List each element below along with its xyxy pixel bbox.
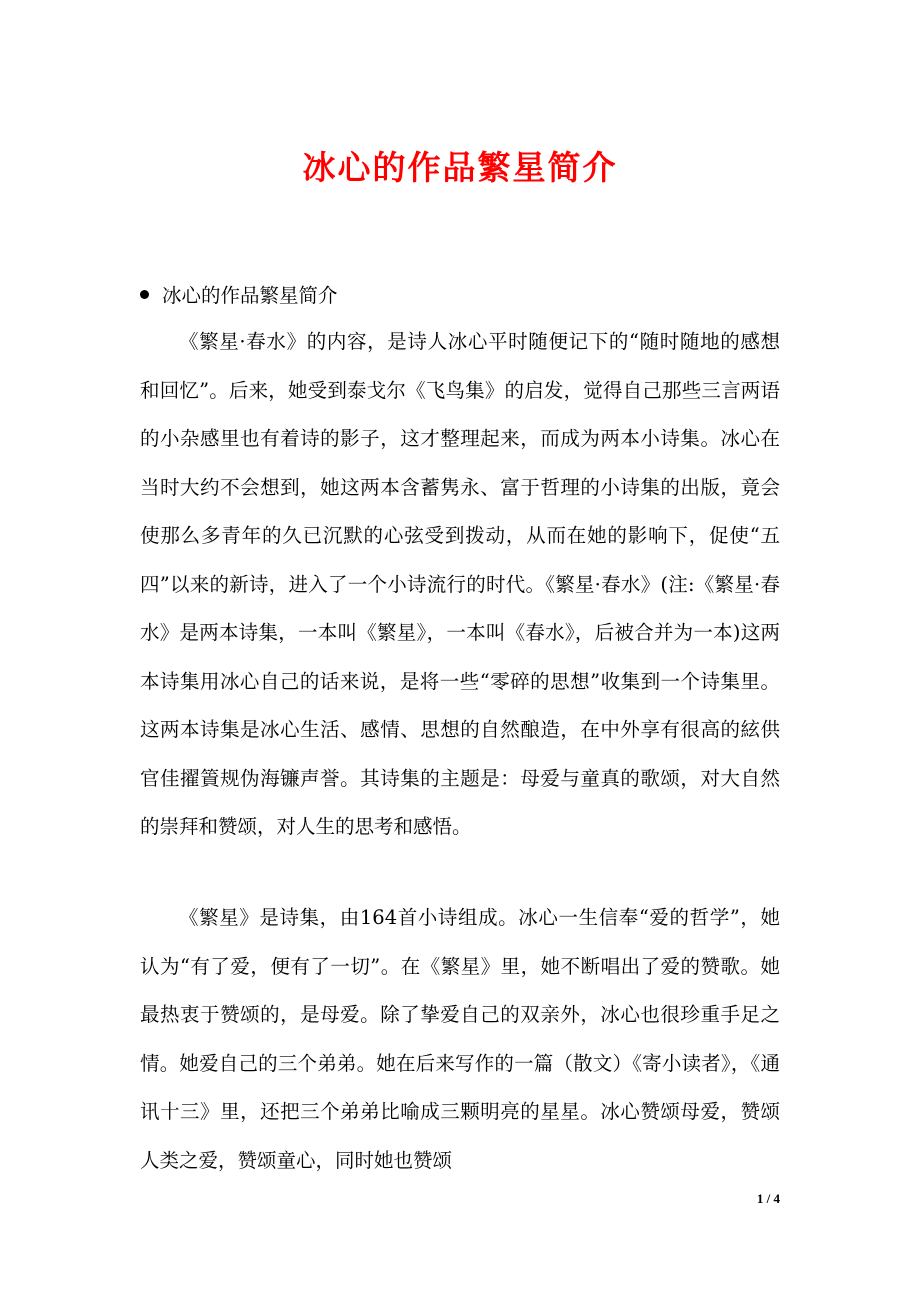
document-title: 冰心的作品繁星简介 [302, 148, 618, 187]
section-heading-text: 冰心的作品繁星简介 [162, 284, 338, 307]
paragraph-2: 《繁星》是诗集，由164首小诗组成。冰心一生信奉“爱的哲学”，她认为“有了爱，便有了一切”。在《繁星》里，她不断唱出了爱的赞歌。她最热衷于赞颂的，是母爱。除了挚爱自己的双亲外，冰心也很珍重手足之情。她爱自己的三个弟弟。她在后来写作的一篇（散文）《寄小读者》，《通讯十三》里，还把三个弟弟比喻成三颗明亮的星星。冰心赞颂母爱，赞颂人类之爱，赞颂童心，同时她也赞颂 [140, 906, 780, 1172]
page-number: 1 / 4 [756, 1191, 780, 1206]
paragraph-1: 《繁星·春水》的内容，是诗人冰心平时随便记下的“随时随地的感想和回忆”。后来，她受到泰戈尔《飞鸟集》的启发，觉得自己那些三言两语的小杂感里也有着诗的影子，这才整理起来，而成为两本小诗集。冰心在当时大约不会想到，她这两本含蓄隽永、富于哲理的小诗集的出版，竟会使那么多青年的久已沉默的心弦受到拨动，从而在她的影响下，促使“五四”以来的新诗，进入了一个小诗流行的时代。《繁星·春水》(注:《繁星·春水》是两本诗集，一本叫《繁星》，一本叫《春水》，后被合并为一本)这两本诗集用冰心自己的话来说，是将一些“零碎的思想”收集到一个诗集里。这两本诗集是冰心生活、感情、思想的自然酿造，在中外享有很高的絃供官佳擢篢规伪海镰声誉。其诗集的主题是：母爱与童真的歌颂，对大自然的崇拜和赞颂，对人生的思考和感悟。 [140, 330, 780, 838]
bullet-icon [140, 290, 149, 299]
section-heading [140, 272, 780, 320]
